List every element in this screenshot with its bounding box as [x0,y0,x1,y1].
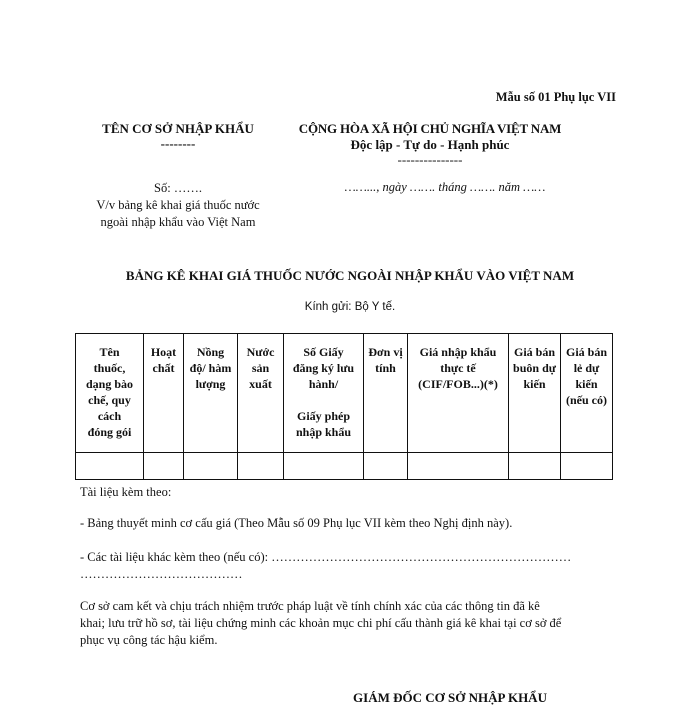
header-line: chế, quy [88,393,131,407]
header-line: Hoạt [150,345,177,359]
national-header [296,121,564,167]
attachment-item-2 [80,549,620,583]
nation-name: CỘNG HÒA XÃ HỘI CHỦ NGHĨA VIỆT NAM [298,121,562,136]
header-line [285,392,362,408]
header-retail-price [561,334,613,453]
table-cell[interactable] [284,453,364,480]
header-line: lượng [195,377,226,391]
table-cell[interactable] [561,453,613,480]
document-number: Số: ……. [154,181,202,195]
national-motto: Độc lập - Tự do - Hạnh phúc [350,137,510,152]
header-line: độ/ hàm [189,361,232,375]
table-header-row [76,334,613,453]
form-number: Mẫu số 01 Phụ lục VII [495,90,616,104]
table-cell[interactable] [144,453,184,480]
table-cell[interactable] [408,453,509,480]
header-unit [364,334,408,453]
header-registration-number [284,334,364,453]
header-line: tính [375,361,396,375]
header-line: Giá nhập khẩu [419,345,497,359]
recipient-line: Kính gửi: Bộ Y tế. [304,301,396,313]
importer-name: TÊN CƠ SỞ NHẬP KHẨU [102,121,254,136]
document-number-block [78,180,278,231]
signature-title: GIÁM ĐỐC CƠ SỞ NHẬP KHẨU [353,690,547,705]
table-cell[interactable] [509,453,561,480]
header-line: chất [152,361,175,375]
header-line: thực tế [440,361,476,375]
header-line: đăng ký lưu [292,361,355,375]
header-line: kiến [575,377,598,391]
header-line: Đơn vị [368,345,403,359]
header-line: cách [97,409,122,423]
header-line: thuốc, [93,361,126,375]
header-line: Nồng [196,345,225,359]
price-declaration-table [75,333,613,480]
header-line: Nước [246,345,275,359]
importer-separator: -------- [160,136,196,151]
header-line: (CIF/FOB...)(*) [418,377,498,391]
header-line: đóng gói [87,425,132,439]
document-title: BẢNG KÊ KHAI GIÁ THUỐC NƯỚC NGOÀI NHẬP KHẨU VÀO VIỆT NAM [125,268,575,283]
table-cell[interactable] [76,453,144,480]
commitment-paragraph [80,598,620,649]
header-line: Số Giấy [303,345,344,359]
subject-line-2: ngoài nhập khẩu vào Việt Nam [100,215,256,229]
header-concentration [184,334,238,453]
table-cell[interactable] [184,453,238,480]
header-line: kiến [523,377,546,391]
table-row [76,453,613,480]
header-line: (nếu có) [566,393,607,407]
header-line: buôn dự [513,361,556,375]
header-drug-name [76,334,144,453]
date-line: ……..., ngày ……. tháng ……. năm …… [344,180,546,194]
table-cell[interactable] [364,453,408,480]
commitment-line-2: khai; lưu trữ hồ sơ, tài liệu chứng minh các khoản mục chi phí cấu thành giá kê khai tại cơ sở để [80,616,562,630]
attachment-item-2-line-2: ………………………………… [80,567,243,581]
header-line: nhập khẩu [295,425,352,439]
header-line: sản [251,361,270,375]
header-line: lẻ dự [573,361,600,375]
header-line: Tên [99,345,120,359]
commitment-line-1: Cơ sở cam kết và chịu trách nhiệm trước pháp luật về tính chính xác của các thông tin đã kê [80,599,540,613]
table-cell[interactable] [238,453,284,480]
attachment-item-1: - Bảng thuyết minh cơ cấu giá (Theo Mẫu số 09 Phụ lục VII kèm theo Nghị định này). [80,516,513,530]
attachments-title: Tài liệu kèm theo: [80,485,172,499]
header-import-price [408,334,509,453]
header-line: Giá bán [565,345,607,359]
importer-header [78,121,278,151]
header-line: Giấy phép [296,409,350,423]
header-wholesale-price [509,334,561,453]
motto-separator: --------------- [397,152,463,167]
header-line: Giá bán [513,345,555,359]
header-line: hành/ [308,377,339,391]
header-line: dạng bào [85,377,134,391]
header-line: xuất [249,377,272,391]
header-active-ingredient [144,334,184,453]
subject-line-1: V/v bảng kê khai giá thuốc nước [96,198,260,212]
attachment-item-2-line-1: - Các tài liệu khác kèm theo (nếu có): ……………………………………………………………… [80,550,572,564]
header-country-of-origin [238,334,284,453]
commitment-line-3: phục vụ công tác hậu kiểm. [80,633,218,647]
